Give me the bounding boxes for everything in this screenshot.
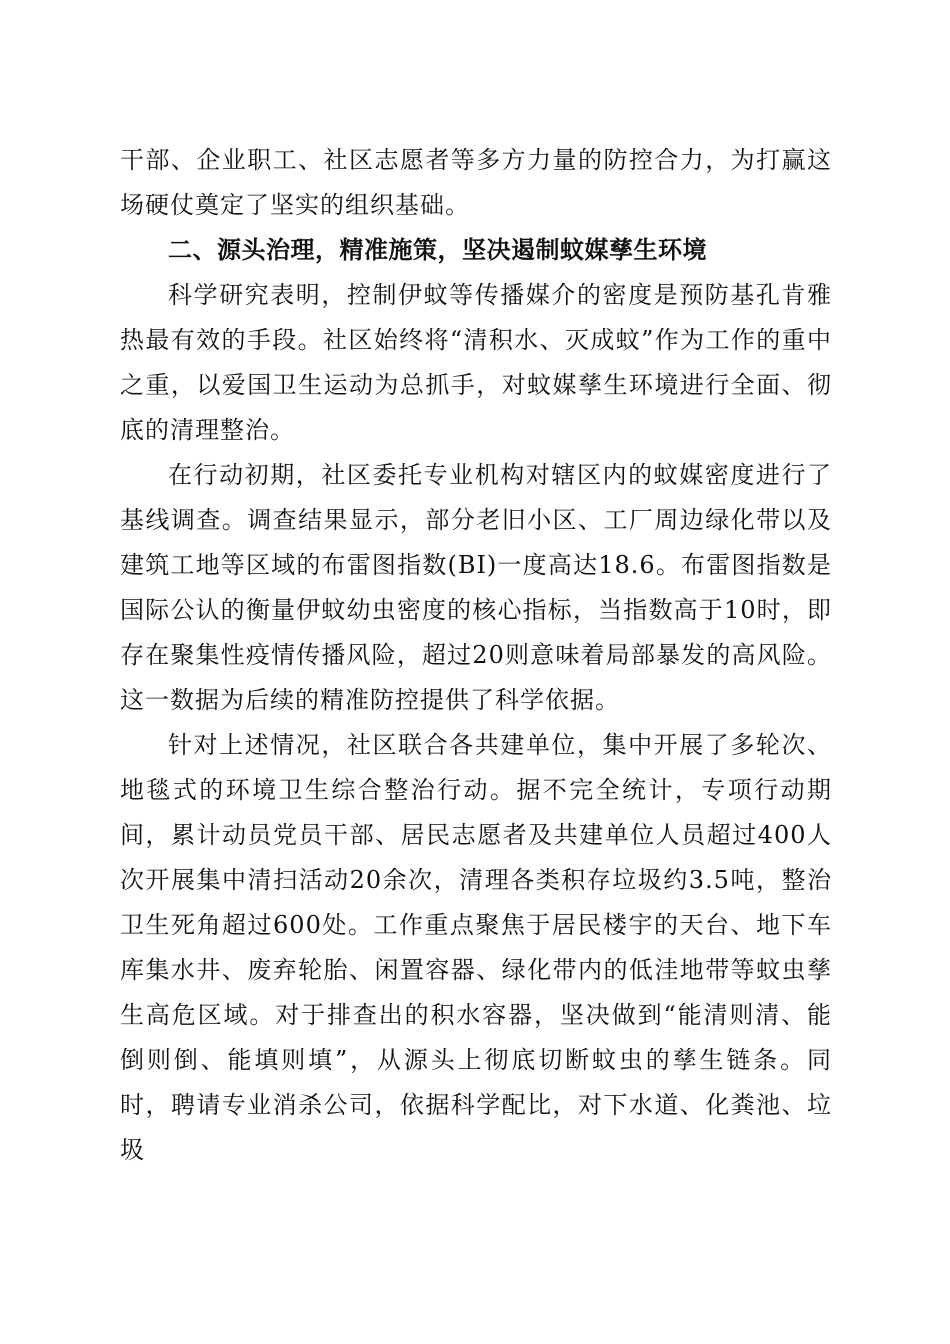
document-body (120, 138, 832, 1173)
section-heading: 二、源头治理，精准施策，坚决遏制蚊媒孳生环境 (168, 236, 707, 264)
paragraph-cleanup-actions: 针对上述情况，社区联合各共建单位，集中开展了多轮次、地毯式的环境卫生综合整治行动。据不完全统计，专项行动期间，累计动员党员干部、居民志愿者及共建单位人员超过400人次开展集中清扫活动20余次，清理各类积存垃圾约3.5吨，整治卫生死角超过600处。工作重点聚焦于居民楼宇的天台、地下车库集水井、废弃轮胎、闲置容器、绿化带内的低洼地带等蚊虫孳生高危区域。对于排查出的积水容器，坚决做到“能清则清、能倒则倒、能填则填”，从源头上彻底切断蚊虫的孳生链条。同时，聘请专业消杀公司，依据科学配比，对下水道、化粪池、垃圾 (120, 731, 832, 1164)
paragraph-research: 科学研究表明，控制伊蚊等传播媒介的密度是预防基孔肯雅热最有效的手段。社区始终将“清积水、灭成蚊”作为工作的重中之重，以爱国卫生运动为总抓手，对蚊媒孳生环境进行全面、彻底的清理整治。 (120, 281, 832, 444)
paragraph-continuation: 干部、企业职工、社区志愿者等多方力量的防控合力，为打赢这场硬仗奠定了坚实的组织基础。 (120, 146, 832, 219)
paragraph-baseline-survey: 在行动初期，社区委托专业机构对辖区内的蚊媒密度进行了基线调查。调查结果显示，部分老旧小区、工厂周边绿化带以及建筑工地等区域的布雷图指数(BI)一度高达18.6。布雷图指数是国际公认的衡量伊蚊幼虫密度的核心指标，当指数高于10时，即存在聚集性疫情传播风险，超过20则意味着局部暴发的高风险。这一数据为后续的精准防控提供了科学依据。 (120, 461, 832, 714)
